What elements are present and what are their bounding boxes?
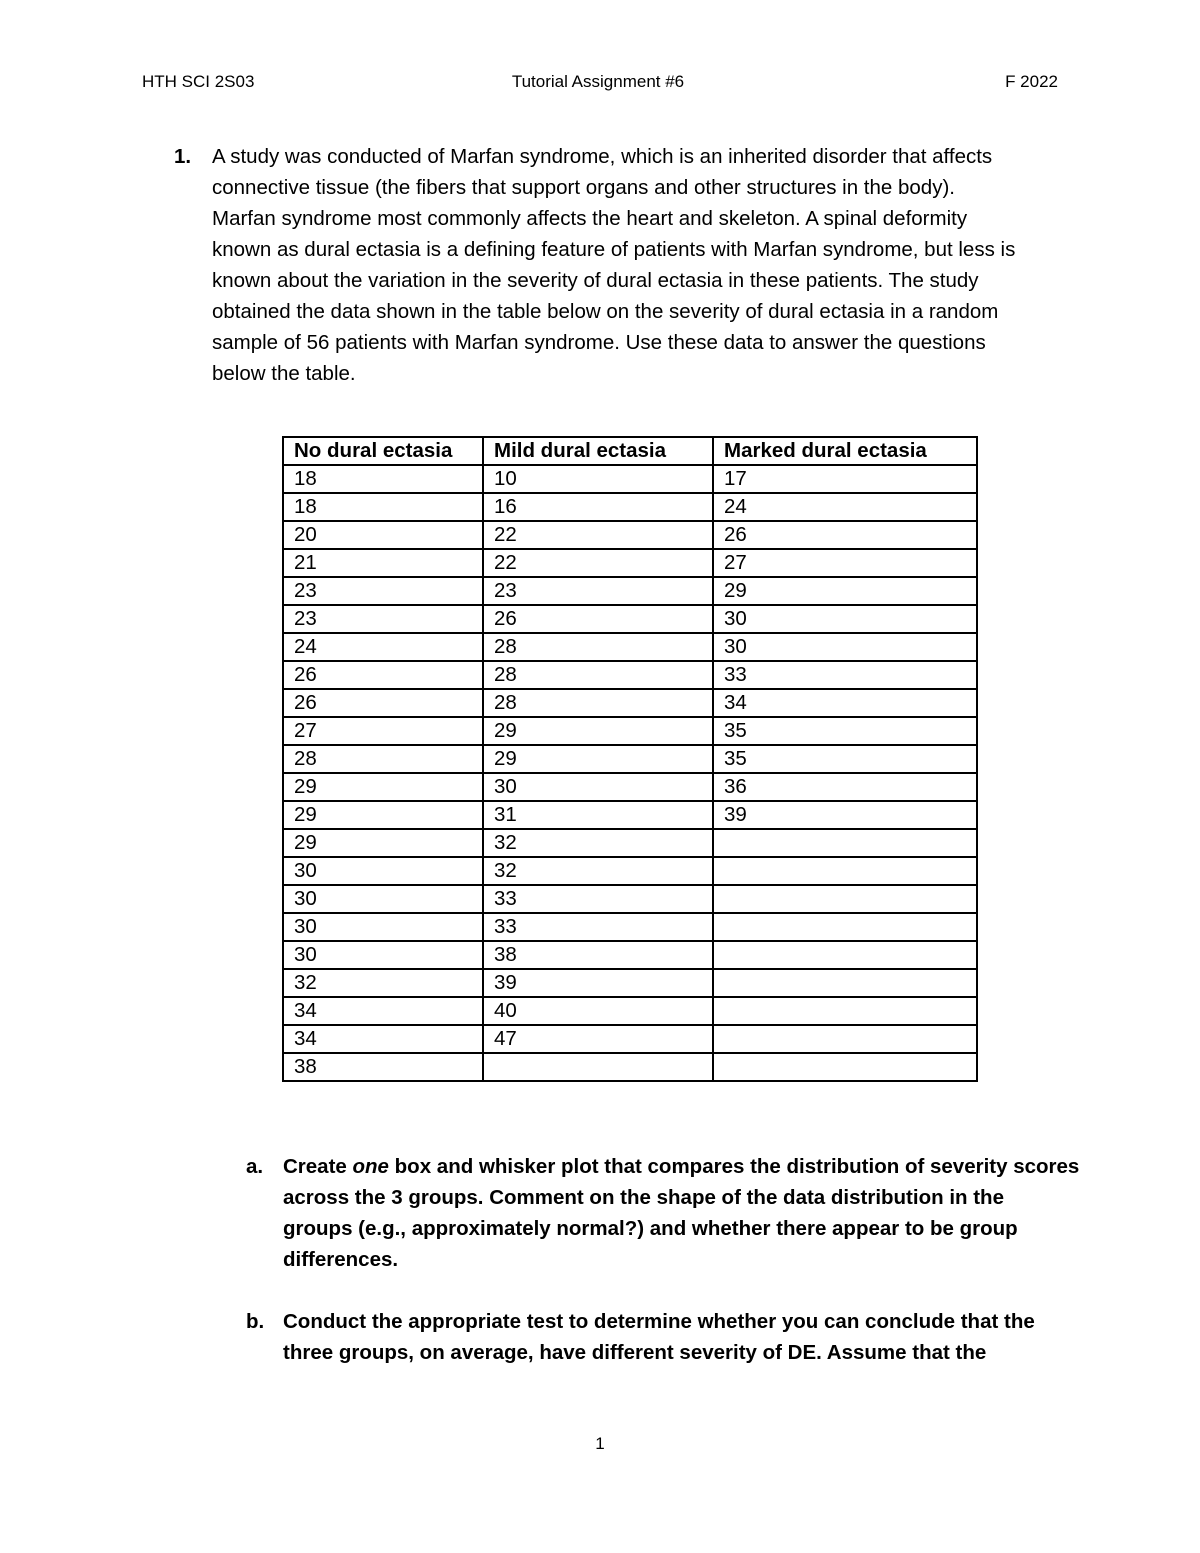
part-b-text [283, 1306, 1083, 1368]
part-b-label: b. [246, 1310, 265, 1333]
table-cell [713, 969, 977, 997]
table-cell [713, 1025, 977, 1053]
table-cell: 30 [283, 913, 483, 941]
table-row [283, 689, 977, 717]
table-cell: 18 [283, 493, 483, 521]
table-cell: 38 [483, 941, 713, 969]
table-cell: 34 [283, 997, 483, 1025]
table-cell: 26 [483, 605, 713, 633]
table-cell: 21 [283, 549, 483, 577]
table-cell [713, 1053, 977, 1081]
table-row [283, 969, 977, 997]
table-cell: 28 [283, 745, 483, 773]
table-row [283, 913, 977, 941]
table-body [283, 465, 977, 1081]
table-cell: 26 [713, 521, 977, 549]
part-a-line: differences. [283, 1248, 399, 1271]
table-row [283, 857, 977, 885]
table-row [283, 801, 977, 829]
table-cell: 30 [713, 605, 977, 633]
table-row [283, 941, 977, 969]
table-cell: 29 [483, 745, 713, 773]
table-cell: 16 [483, 493, 713, 521]
question-1-line: known as dural ectasia is a defining feature of patients with Marfan syndrome, but less is [212, 238, 1016, 261]
table-cell [713, 997, 977, 1025]
table-row [283, 465, 977, 493]
table-cell: 29 [283, 829, 483, 857]
table-row [283, 717, 977, 745]
column-header-mild-dural-ectasia: Mild dural ectasia [483, 437, 713, 465]
table-cell: 30 [283, 885, 483, 913]
table-cell: 35 [713, 717, 977, 745]
table-row [283, 661, 977, 689]
table-cell: 23 [283, 605, 483, 633]
table-cell: 34 [713, 689, 977, 717]
question-number: 1. [174, 145, 192, 168]
table-row [283, 1053, 977, 1081]
table-cell: 32 [483, 857, 713, 885]
table-cell: 30 [283, 857, 483, 885]
table-cell: 32 [483, 829, 713, 857]
column-header-no-dural-ectasia: No dural ectasia [283, 437, 483, 465]
table-row [283, 997, 977, 1025]
table-cell: 18 [283, 465, 483, 493]
table-cell: 29 [483, 717, 713, 745]
table-row [283, 633, 977, 661]
table-cell: 30 [713, 633, 977, 661]
table-cell: 34 [283, 1025, 483, 1053]
table-cell [713, 885, 977, 913]
assignment-title: Tutorial Assignment #6 [511, 72, 685, 91]
table-cell: 39 [713, 801, 977, 829]
table-cell [483, 1053, 713, 1081]
part-a-line: Create one box and whisker plot that compares the distribution of severity scores [283, 1155, 1080, 1178]
table-cell: 24 [283, 633, 483, 661]
table-cell: 35 [713, 745, 977, 773]
term-label: F 2022 [1005, 72, 1058, 91]
question-1-line: sample of 56 patients with Marfan syndrome. Use these data to answer the questions [212, 331, 986, 354]
table-row [283, 549, 977, 577]
page-header [0, 72, 1200, 100]
table-cell: 33 [483, 885, 713, 913]
table-cell: 47 [483, 1025, 713, 1053]
table-cell: 22 [483, 549, 713, 577]
table-cell: 33 [713, 661, 977, 689]
question-1-line: A study was conducted of Marfan syndrome, which is an inherited disorder that affects [212, 145, 993, 168]
table-cell: 39 [483, 969, 713, 997]
page-number: 1 [595, 1434, 605, 1453]
part-a-label: a. [246, 1155, 264, 1178]
table-cell: 32 [283, 969, 483, 997]
table-cell: 28 [483, 633, 713, 661]
question-1-line: Marfan syndrome most commonly affects the heart and skeleton. A spinal deformity [212, 207, 968, 230]
table-row [283, 605, 977, 633]
table-cell: 27 [283, 717, 483, 745]
table-cell: 38 [283, 1053, 483, 1081]
table-cell: 29 [283, 801, 483, 829]
table-cell: 33 [483, 913, 713, 941]
question-1-line: known about the variation in the severity of dural ectasia in these patients. The study [212, 269, 979, 292]
part-a-line: groups (e.g., approximately normal?) and whether there appear to be group [283, 1217, 1018, 1240]
part-b-line: three groups, on average, have different severity of DE. Assume that the [283, 1341, 987, 1364]
table-cell: 26 [283, 661, 483, 689]
table-cell: 31 [483, 801, 713, 829]
severity-data-table [282, 436, 978, 1082]
question-1-line: obtained the data shown in the table below on the severity of dural ectasia in a random [212, 300, 999, 323]
table-cell: 28 [483, 661, 713, 689]
part-a-text [283, 1151, 1083, 1275]
question-1-text [212, 141, 1072, 389]
column-header-marked-dural-ectasia: Marked dural ectasia [713, 437, 977, 465]
table-row [283, 1025, 977, 1053]
table-cell: 17 [713, 465, 977, 493]
question-1-line: below the table. [212, 362, 356, 385]
table-row [283, 773, 977, 801]
table-cell: 20 [283, 521, 483, 549]
table-cell: 29 [713, 577, 977, 605]
question-1-line: connective tissue (the fibers that support organs and other structures in the body). [212, 176, 955, 199]
course-code: HTH SCI 2S03 [142, 72, 255, 91]
table-row [283, 885, 977, 913]
part-a-line: across the 3 groups. Comment on the shape of the data distribution in the [283, 1186, 1004, 1209]
table-cell: 28 [483, 689, 713, 717]
table-cell: 26 [283, 689, 483, 717]
table-cell: 40 [483, 997, 713, 1025]
table-cell: 30 [483, 773, 713, 801]
part-b-line: Conduct the appropriate test to determine whether you can conclude that the [283, 1310, 1035, 1333]
table-cell: 22 [483, 521, 713, 549]
table-cell [713, 829, 977, 857]
table-cell: 24 [713, 493, 977, 521]
table-cell: 23 [283, 577, 483, 605]
table-header-row [283, 437, 977, 465]
table-cell: 30 [283, 941, 483, 969]
table-row [283, 493, 977, 521]
table-row [283, 745, 977, 773]
table-cell: 27 [713, 549, 977, 577]
emphasis-one: one [352, 1155, 389, 1178]
table-cell [713, 941, 977, 969]
table-cell: 29 [283, 773, 483, 801]
table-row [283, 577, 977, 605]
table-cell: 23 [483, 577, 713, 605]
table-cell [713, 857, 977, 885]
table-row [283, 829, 977, 857]
table-cell: 36 [713, 773, 977, 801]
table-row [283, 521, 977, 549]
table-cell [713, 913, 977, 941]
table-cell: 10 [483, 465, 713, 493]
